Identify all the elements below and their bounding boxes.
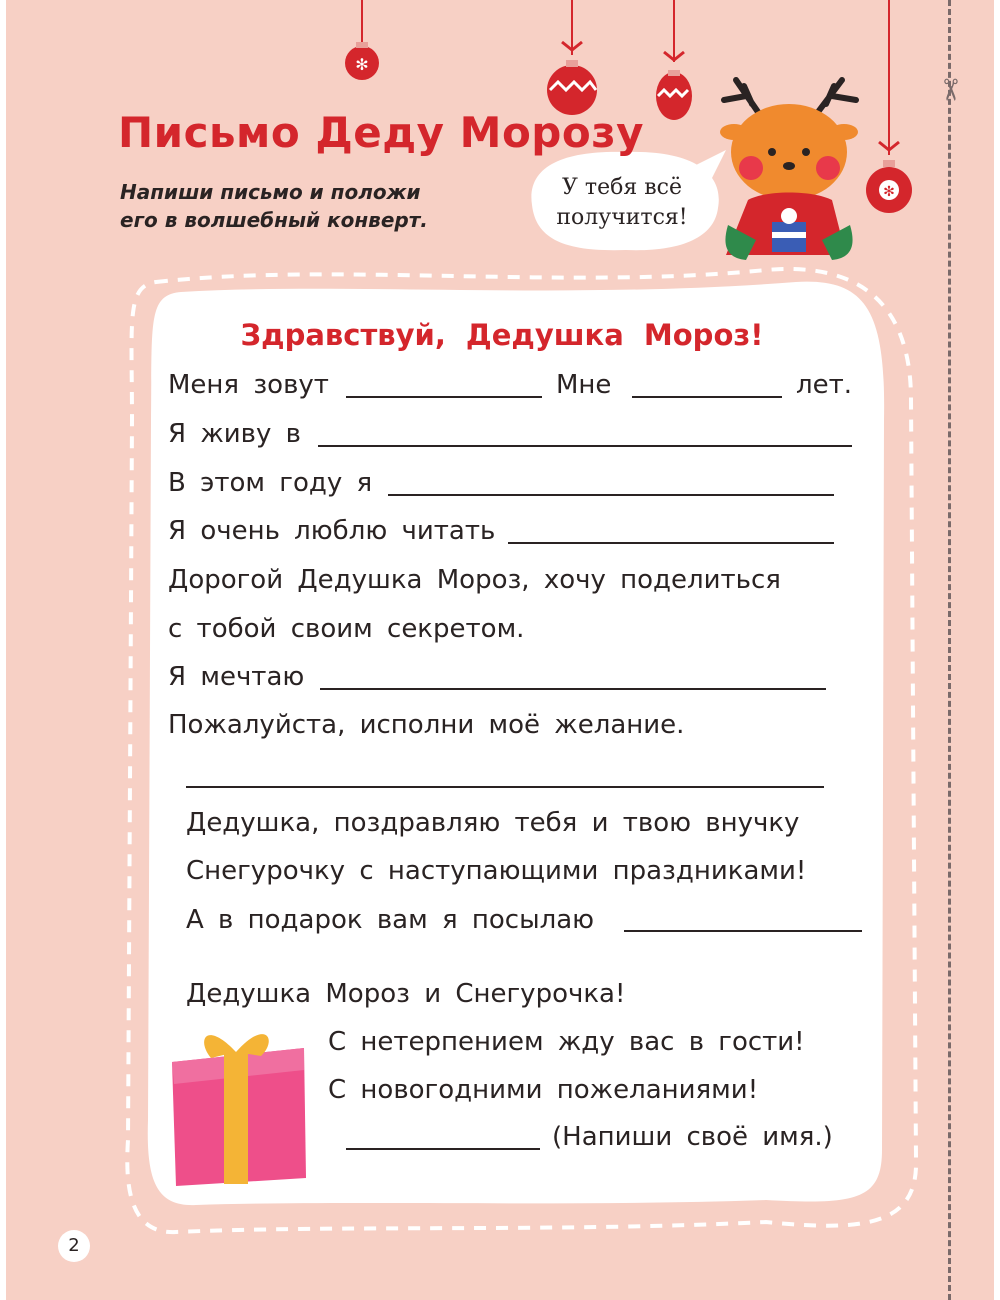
secret-line-2: с тобой своим секретом. — [168, 614, 525, 644]
signature-blank[interactable] — [346, 1148, 540, 1150]
secret-line-1: Дорогой Дедушка Мороз, хочу поделиться — [168, 565, 781, 595]
dream-blank[interactable] — [320, 688, 826, 690]
read-prompt: Я очень люблю читать — [168, 516, 496, 546]
age-blank[interactable] — [632, 396, 782, 398]
age-suffix: лет. — [796, 370, 853, 400]
read-blank[interactable] — [508, 542, 834, 544]
closing-address: Дедушка Мороз и Снегурочка! — [186, 979, 626, 1009]
ornament-icon — [656, 0, 692, 120]
age-prompt: Мне — [556, 370, 612, 400]
bubble-line-1: У тебя всё — [562, 175, 682, 200]
page-number: 2 — [58, 1230, 90, 1262]
speech-bubble-text — [542, 173, 702, 233]
worksheet-page — [6, 0, 994, 1300]
wish-blank[interactable] — [186, 786, 824, 788]
year-blank[interactable] — [388, 494, 834, 496]
ornament-icon — [866, 0, 912, 213]
year-prompt: В этом году я — [168, 468, 373, 498]
signature-hint: (Напиши своё имя.) — [552, 1122, 833, 1152]
svg-text:✻: ✻ — [355, 55, 369, 74]
instructions-line-2: его в волшебный конверт. — [120, 208, 428, 232]
ornament-icon — [547, 0, 597, 115]
reindeer-icon — [720, 80, 858, 260]
instructions-line-1: Напиши письмо и положи — [120, 180, 421, 204]
svg-text:✻: ✻ — [883, 184, 895, 200]
bubble-line-2: получится! — [556, 205, 688, 230]
closing-line-2: С новогодними пожеланиями! — [328, 1075, 759, 1105]
letter-greeting: Здравствуй, Дедушка Мороз! — [240, 318, 764, 352]
ornament-icon — [345, 0, 379, 80]
dream-prompt: Я мечтаю — [168, 662, 305, 692]
live-prompt: Я живу в — [168, 419, 301, 449]
scissors-icon: ✂ — [932, 77, 967, 103]
gift-prompt: А в подарок вам я посылаю — [186, 905, 595, 935]
gift-blank[interactable] — [624, 930, 862, 932]
live-blank[interactable] — [318, 445, 852, 447]
wish-line: Пожалуйста, исполни моё желание. — [168, 710, 685, 740]
page-title: Письмо Деду Морозу — [118, 108, 645, 157]
congrats-line-1: Дедушка, поздравляю тебя и твою внучку — [186, 808, 800, 838]
closing-line-1: С нетерпением жду вас в гости! — [328, 1027, 805, 1057]
congrats-line-2: Снегурочку с наступающими праздниками! — [186, 856, 807, 886]
instructions — [120, 178, 428, 234]
name-prompt: Меня зовут — [168, 370, 329, 400]
name-blank[interactable] — [346, 396, 542, 398]
cut-line — [948, 0, 951, 1300]
